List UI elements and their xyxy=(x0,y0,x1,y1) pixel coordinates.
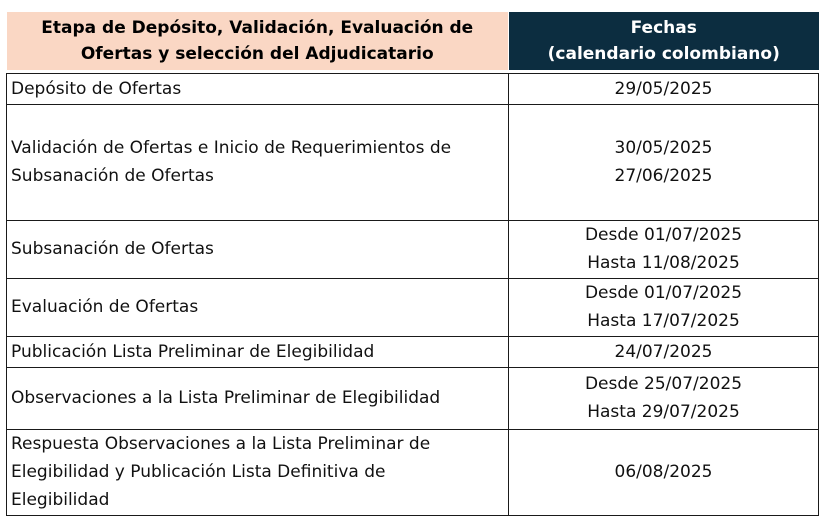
date-text: Desde 01/07/2025 xyxy=(584,283,743,303)
date-text: 30/05/2025 xyxy=(614,138,713,158)
dates-cell xyxy=(509,278,819,336)
table-row xyxy=(7,104,819,220)
stage-text: Depósito de Ofertas xyxy=(11,78,182,99)
date-text: 06/08/2025 xyxy=(614,462,713,482)
dates-cell xyxy=(509,73,819,104)
date-text: Hasta 29/07/2025 xyxy=(587,402,740,422)
date-text: Hasta 17/07/2025 xyxy=(587,311,740,331)
table-header-row xyxy=(7,12,819,70)
stage-cell xyxy=(7,429,509,515)
stage-cell xyxy=(7,104,509,220)
stage-text: Elegibilidad y Publicación Lista Definitiva de xyxy=(11,462,386,482)
stage-text: Elegibilidad xyxy=(11,490,110,510)
dates-header-line: Fechas xyxy=(630,18,697,38)
stage-text: Validación de Ofertas e Inicio de Requerimientos de xyxy=(11,138,452,158)
stage-text: Subsanación de Ofertas xyxy=(11,166,214,186)
stage-header-line: Ofertas y selección del Adjudicatario xyxy=(80,44,434,64)
date-text: Desde 25/07/2025 xyxy=(584,374,743,394)
stage-text: Respuesta Observaciones a la Lista Preliminar de xyxy=(11,434,431,454)
stage-text: Evaluación de Ofertas xyxy=(11,297,199,317)
dates-cell xyxy=(509,429,819,515)
dates-cell xyxy=(509,367,819,429)
dates-cell xyxy=(509,336,819,367)
dates-cell xyxy=(509,220,819,278)
table-row xyxy=(7,278,819,336)
stage-text: Subsanación de Ofertas xyxy=(11,239,214,259)
table-row xyxy=(7,73,819,104)
date-text: 29/05/2025 xyxy=(614,78,713,99)
stage-text: Observaciones a la Lista Preliminar de Elegibilidad xyxy=(11,388,441,408)
stage-cell xyxy=(7,367,509,429)
dates-cell xyxy=(509,104,819,220)
date-text: 27/06/2025 xyxy=(614,166,713,186)
schedule-table xyxy=(6,12,819,516)
stage-cell xyxy=(7,278,509,336)
table-row xyxy=(7,367,819,429)
table-row xyxy=(7,336,819,367)
stage-cell xyxy=(7,336,509,367)
date-text: Hasta 11/08/2025 xyxy=(587,253,740,273)
date-text: Desde 01/07/2025 xyxy=(584,225,743,245)
dates-header-line: (calendario colombiano) xyxy=(547,44,780,64)
stage-cell xyxy=(7,73,509,104)
stage-header-line: Etapa de Depósito, Validación, Evaluación de xyxy=(41,18,474,38)
dates-column-header xyxy=(509,12,819,70)
table-row xyxy=(7,429,819,515)
stage-text: Publicación Lista Preliminar de Elegibilidad xyxy=(11,341,375,362)
table-row xyxy=(7,220,819,278)
stage-column-header xyxy=(7,12,509,70)
date-text: 24/07/2025 xyxy=(614,341,713,362)
stage-cell xyxy=(7,220,509,278)
